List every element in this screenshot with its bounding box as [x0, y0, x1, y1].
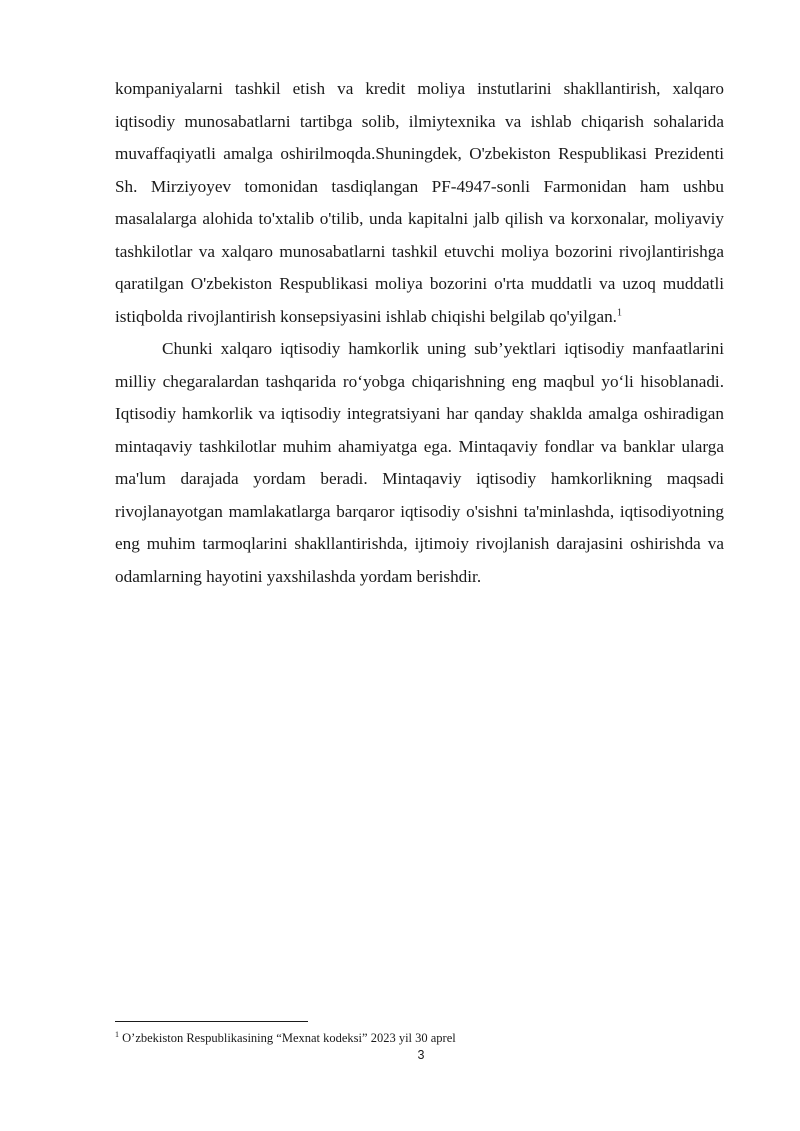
paragraph-1-text: kompaniyalarni tashkil etish va kredit moliya instutlarini shakllantirish, xalqaro iqtisodiy munosabatlarni tartibga solib, ilmiytexnika va ishlab chiqarish sohalarida muvaffaqiyatli amalga oshirilmoqda.Shuningdek, O'zbekiston Respublikasi Prezidenti Sh. Mirziyoyev tomonidan tasdiqlangan PF-4947-sonli Farmonidan ham ushbu masalalarga alohida to'xtalib o'tilib, unda kapitalni jalb qilish va korxonalar, moliyaviy tashkilotlar va xalqaro munosabatlarni tashkil etuvchi moliya bozorini rivojlantirishga qaratilgan O'zbekiston Respublikasi moliya bozorini o'rta muddatli va uzoq muddatli istiqbolda rivojlantirish konsepsiyasini ishlab chiqishi belgilab qo'yilgan.	[115, 79, 724, 326]
footnote-reference[interactable]: 1	[616, 306, 622, 318]
paragraph-2-text: Chunki xalqaro iqtisodiy hamkorlik uning sub’yektlari iqtisodiy manfaatlarini milliy chegaralardan tashqarida ro‘yobga chiqarishning eng maqbul yo‘li hisoblanadi. Iqtisodiy hamkorlik va iqtisodiy integratsiyani har qanday shaklda amalga oshiradigan mintaqaviy tashkilotlar muhim ahamiyatga ega. Mintaqaviy fondlar va banklar ularga ma'lum darajada yordam beradi. Mintaqaviy iqtisodiy hamkorlikning maqsadi rivojlanayotgan mamlakatlarga barqaror iqtisodiy o'sishni ta'minlashda, iqtisodiyotning eng muhim tarmoqlarini shakllantirishda, ijtimoiy rivojlanish darajasini oshirishda va odamlarning hayotini yaxshilashda yordam berishdir.	[115, 339, 724, 586]
body-text	[115, 73, 724, 593]
footnote-marker: 1	[115, 1029, 119, 1039]
footnote	[115, 1030, 724, 1047]
paragraph-2	[115, 333, 724, 593]
footnote-text: O’zbekiston Respublikasining “Mexnat kodeksi” 2023 yil 30 aprel	[119, 1031, 456, 1045]
paragraph-1	[115, 73, 724, 333]
page-number: 3	[417, 1048, 425, 1062]
footnote-separator	[115, 1021, 308, 1022]
